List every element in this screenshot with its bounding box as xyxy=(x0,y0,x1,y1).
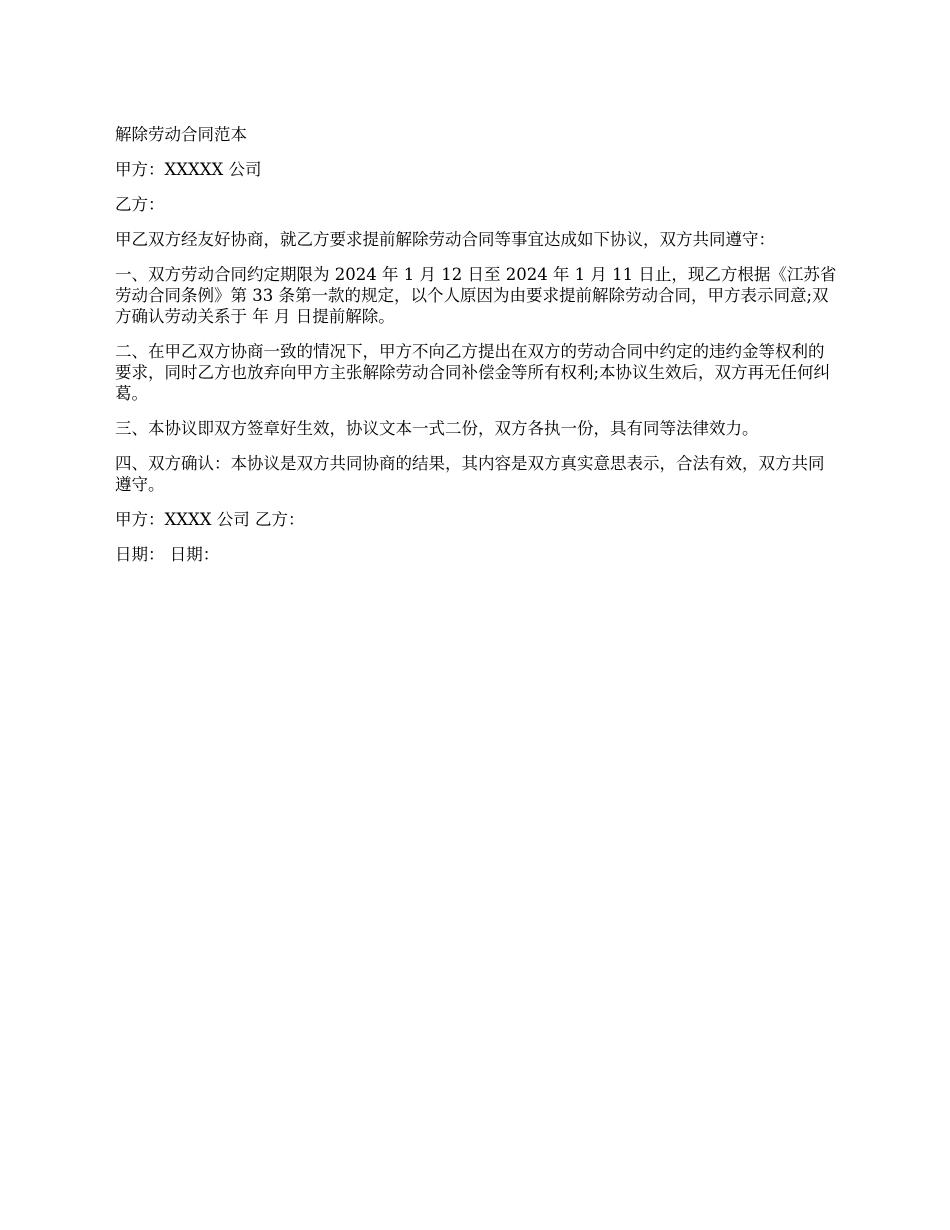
document-body xyxy=(115,124,840,579)
intro-paragraph: 甲乙双方经友好协商，就乙方要求提前解除劳动合同等事宜达成如下协议，双方共同遵守： xyxy=(115,230,775,249)
party-b-line: 乙方： xyxy=(115,195,165,214)
clause-4-paragraph: 四、双方确认：本协议是双方共同协商的结果，其内容是双方真实意思表示，合法有效，双方共同遵守。 xyxy=(115,454,825,494)
document-title: 解除劳动合同范本 xyxy=(115,125,247,144)
clause-2-paragraph: 二、在甲乙双方协商一致的情况下，甲方不向乙方提出在双方的劳动合同中约定的违约金等权利的要求，同时乙方也放弃向甲方主张解除劳动合同补偿金等所有权利;本协议生效后，双方再无任何纠葛。 xyxy=(115,342,831,403)
signature-line: 甲方：XXXX 公司 乙方： xyxy=(115,510,305,529)
date-line: 日期： 日期： xyxy=(115,545,220,564)
party-a-line: 甲方：XXXXX 公司 xyxy=(115,160,262,179)
clause-3-paragraph: 三、本协议即双方签章好生效，协议文本一式二份，双方各执一份，具有同等法律效力。 xyxy=(115,419,759,438)
clause-1-paragraph: 一、双方劳动合同约定期限为 2024 年 1 月 12 日至 2024 年 1 月 11 日止，现乙方根据《江苏省劳动合同条例》第 33 条第一款的规定，以个人原因为由要求提前解除劳动合同，甲方表示同意;双方确认劳动关系于 年 月 日提前解除。 xyxy=(115,265,837,326)
